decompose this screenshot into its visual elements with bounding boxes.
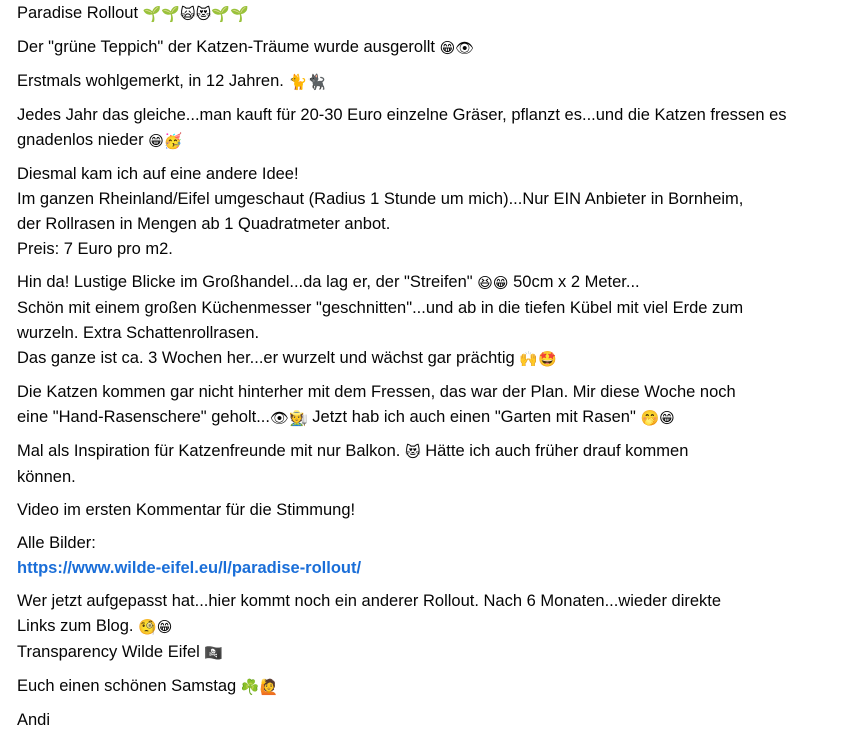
laugh-grin-emoji-icons: 😆😁 [477, 274, 509, 292]
paragraph-text: Erstmals wohlgemerkt, in 12 Jahren. [17, 72, 284, 90]
text-segment: Euch einen schönen Samstag [17, 677, 237, 695]
text-segment: eine "Hand-Rasenschere" geholt... [17, 408, 270, 426]
heart-eyes-cat-emoji-icon: 😻 [404, 443, 421, 461]
text-line: Schön mit einem großen Küchenmesser "geschnitten"...und ab in die tiefen Kübel mit viel Erde zum [17, 299, 744, 317]
paragraph-title [17, 1, 837, 27]
text-line: wurzeln. Extra Schattenrollrasen. [17, 324, 260, 342]
text-line: können. [17, 468, 76, 486]
sprout-cat-emoji-icons: 🌱🌱🙀😻🌱🌱 [142, 5, 249, 23]
eye-gardener-emoji-icons: 👁🧑‍🌾 [269, 409, 308, 427]
text-segment: 50cm x 2 Meter... [513, 273, 640, 291]
raised-hands-star-eyes-emoji-icons: 🙌🤩 [519, 350, 557, 368]
images-link[interactable]: https://www.wilde-eifel.eu/l/paradise-rollout/ [17, 559, 362, 577]
images-label: Alle Bilder: [17, 534, 96, 552]
paragraph-8 [17, 439, 837, 490]
text-segment: Hin da! Lustige Blicke im Großhandel...da lag er, der "Streifen" [17, 273, 473, 291]
cat-emoji-icons: 🐈🐈‍⬛ [288, 73, 326, 91]
paragraph-7 [17, 380, 837, 431]
paragraph-11 [17, 589, 837, 666]
monocle-grin-emoji-icons: 🧐😁 [138, 618, 173, 636]
text-line: Video im ersten Kommentar für die Stimmung! [17, 501, 356, 519]
text-segment: Das ganze ist ca. 3 Wochen her...er wurzelt und wächst gar prächtig [17, 349, 515, 367]
paragraph-4 [17, 103, 837, 154]
hand-over-mouth-grin-emoji-icons: 🤭😁 [640, 409, 675, 427]
text-segment: Hätte ich auch früher drauf kommen [425, 442, 689, 460]
text-segment: Links zum Blog. [17, 617, 134, 635]
text-line: Diesmal kam ich auf eine andere Idee! [17, 165, 299, 183]
author-name: Andi [17, 711, 51, 729]
grin-party-emoji-icons: 😁🥳 [148, 132, 183, 150]
text-segment: Jetzt hab ich auch einen "Garten mit Rasen" [312, 408, 636, 426]
post-title-text: Paradise Rollout [17, 4, 139, 22]
paragraph-3 [17, 69, 837, 95]
text-segment: Transparency Wilde Eifel [17, 643, 200, 661]
text-line: der Rollrasen in Mengen ab 1 Quadratmeter anbot. [17, 215, 391, 233]
paragraph-text: Jedes Jahr das gleiche...man kauft für 20-30 Euro einzelne Gräser, pflanzt es...und die Katzen fressen es gnadenlos nieder [17, 106, 787, 149]
signature [17, 708, 837, 733]
text-segment: Mal als Inspiration für Katzenfreunde mit nur Balkon. [17, 442, 401, 460]
paragraph-text: Der "grüne Teppich" der Katzen-Träume wurde ausgerollt [17, 38, 436, 56]
text-line: Preis: 7 Euro pro m2. [17, 240, 173, 258]
text-line: Im ganzen Rheinland/Eifel umgeschaut (Radius 1 Stunde um mich)...Nur EIN Anbieter in Bornheim, [17, 190, 744, 208]
paragraph-6 [17, 270, 837, 372]
shamrock-raised-hand-emoji-icons: ☘️🙋 [240, 678, 279, 696]
text-line: Wer jetzt aufgepasst hat...hier kommt noch ein anderer Rollout. Nach 6 Monaten...wieder direkte [17, 592, 722, 610]
paragraph-5 [17, 162, 837, 262]
paragraph-12 [17, 674, 837, 700]
paragraph-2 [17, 35, 837, 61]
text-line: Die Katzen kommen gar nicht hinterher mit dem Fressen, das war der Plan. Mir diese Woche noch [17, 383, 736, 401]
paragraph-10 [17, 531, 837, 581]
pirate-flag-icon: 🏴‍☠️ [204, 644, 224, 662]
paragraph-9 [17, 498, 837, 523]
grin-eye-emoji-icons: 😁👁 [439, 39, 475, 57]
